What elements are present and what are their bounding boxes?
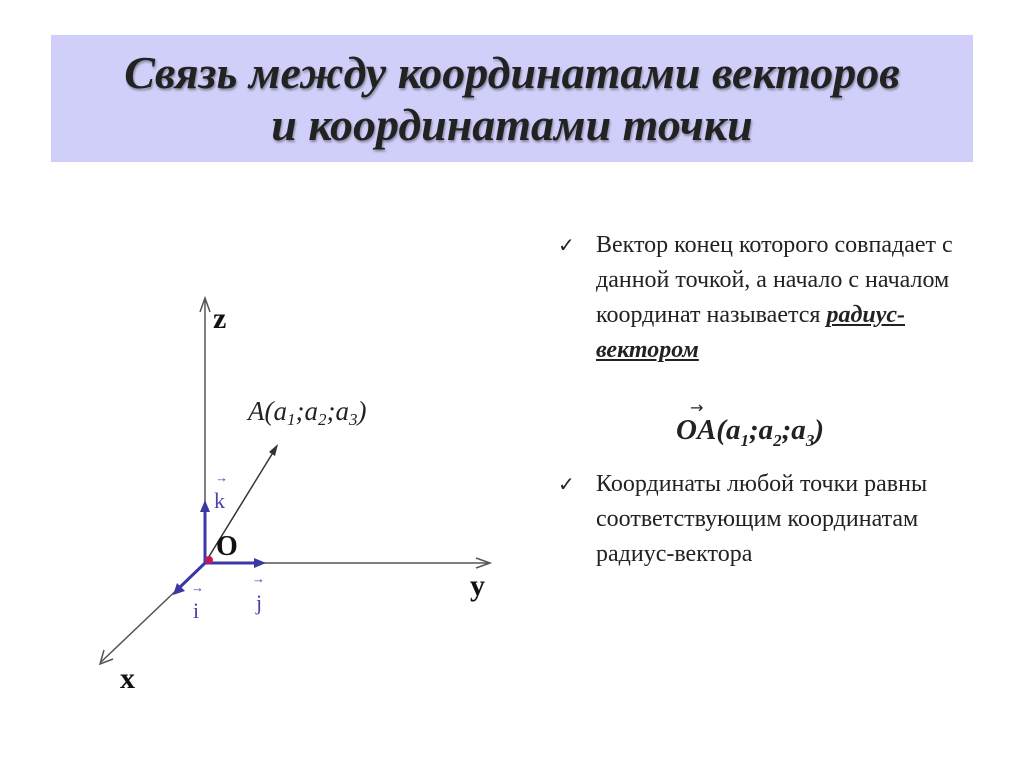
coord-sub-1: 1	[287, 410, 296, 429]
formula-close: )	[814, 414, 824, 446]
x-axis-label: x	[120, 662, 135, 695]
vector-arrow-icon: →	[690, 398, 704, 417]
basis-vector-j-arrowhead	[254, 558, 266, 568]
check-icon: ✓	[558, 471, 575, 496]
radius-vector-term: радиус-вектором	[596, 302, 905, 363]
title-line-1: Связь между координатами векторов	[124, 46, 900, 98]
vector-oa-name: OA	[676, 414, 717, 446]
basis-k-arrow-icon: →	[215, 470, 228, 485]
bullet-1-text	[596, 228, 978, 368]
formula-sub-2: 2	[773, 430, 782, 450]
point-name: A	[248, 396, 265, 426]
formula-sep-2: ;a	[781, 414, 806, 446]
basis-i-label: i	[193, 598, 200, 623]
coord-a3: a	[335, 396, 349, 426]
basis-k-label: k	[214, 488, 225, 513]
coord-sub-2: 2	[318, 410, 327, 429]
y-axis-label: y	[470, 569, 485, 602]
bullet-item-2	[558, 467, 978, 572]
basis-vector-k-arrowhead	[200, 500, 210, 512]
coord-a2: a	[304, 396, 318, 426]
point-a-label: A(a1;a2;a3)	[248, 396, 367, 429]
radius-vector-formula	[676, 398, 978, 461]
z-axis-label: z	[213, 302, 227, 335]
bullet-item-1	[558, 228, 978, 368]
coord-sub-3: 3	[349, 410, 358, 429]
formula-sub-3: 3	[805, 430, 815, 450]
bullet-2-text: Координаты любой точки равны соответствующим координатам радиус-вектора	[596, 470, 928, 567]
basis-j-label: j	[256, 590, 263, 615]
origin-dot	[205, 556, 213, 564]
formula-open: (a	[716, 414, 741, 446]
coord-a1: a	[273, 396, 287, 426]
title-line-2: и координатами точки	[271, 98, 753, 150]
formula-sep-1: ;a	[748, 414, 774, 446]
basis-i-arrow-icon: →	[191, 580, 204, 595]
origin-label: O	[216, 531, 238, 562]
bullet-1-body: Вектор конец которого совпадает с данной точкой, а начало с началом координат называется	[596, 232, 953, 328]
bullet-list	[558, 228, 978, 572]
radius-vector-arrowhead	[269, 444, 278, 456]
basis-j-arrow-icon: →	[252, 571, 265, 586]
check-icon: ✓	[558, 233, 575, 257]
formula-sub-1: 1	[740, 430, 749, 450]
vector-oa	[676, 398, 717, 450]
